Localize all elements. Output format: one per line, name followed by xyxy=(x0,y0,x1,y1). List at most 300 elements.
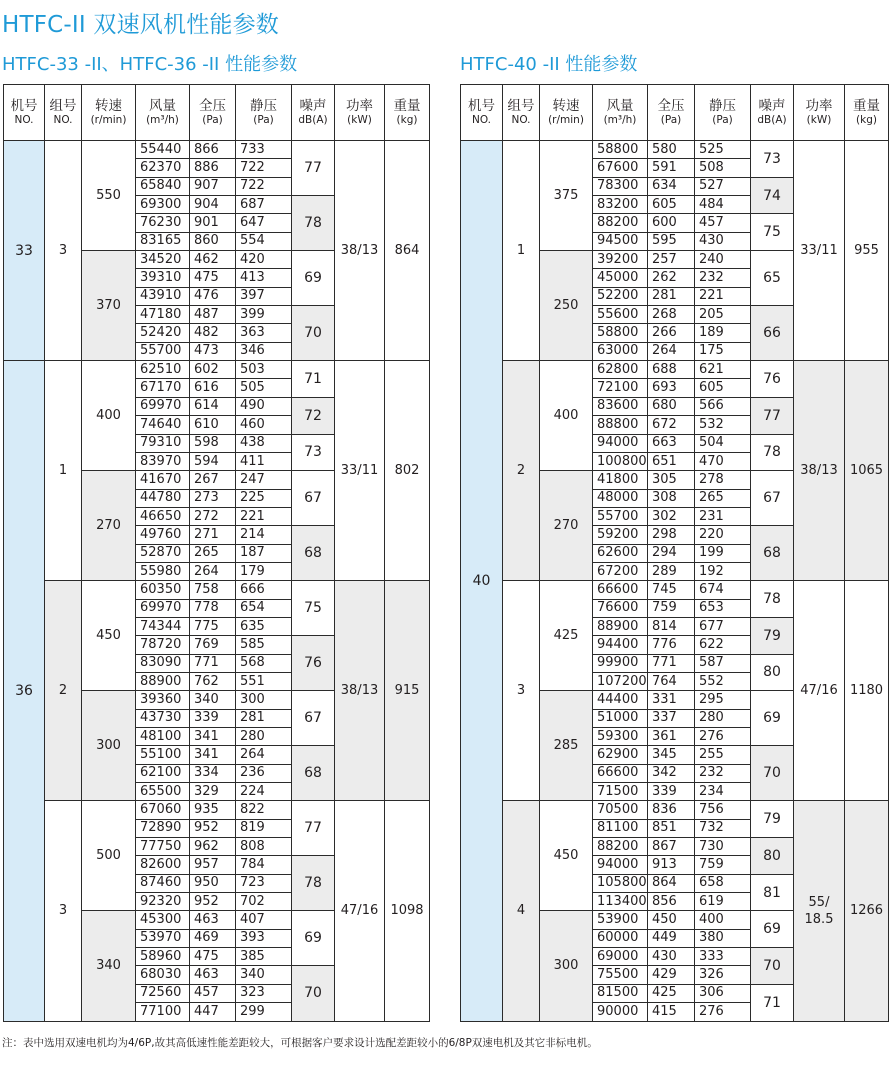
static-pressure-cell: 647 xyxy=(236,214,292,232)
airflow-cell: 82600 xyxy=(136,856,190,874)
total-pressure-cell: 337 xyxy=(648,709,695,727)
airflow-cell: 47180 xyxy=(136,306,190,324)
airflow-cell: 83200 xyxy=(593,196,648,214)
static-pressure-cell: 276 xyxy=(695,728,751,746)
weight-cell: 802 xyxy=(385,361,430,581)
static-pressure-cell: 635 xyxy=(236,617,292,635)
total-pressure-cell: 764 xyxy=(648,672,695,690)
total-pressure-cell: 473 xyxy=(190,342,236,360)
airflow-cell: 44400 xyxy=(593,691,648,709)
airflow-cell: 100800 xyxy=(593,452,648,470)
airflow-cell: 88800 xyxy=(593,416,648,434)
header-weight: 重量 (kg) xyxy=(385,85,430,141)
total-pressure-cell: 345 xyxy=(648,746,695,764)
static-pressure-cell: 280 xyxy=(236,728,292,746)
airflow-cell: 72560 xyxy=(136,984,190,1002)
static-pressure-cell: 192 xyxy=(695,562,751,580)
total-pressure-cell: 273 xyxy=(190,489,236,507)
power-cell: 47/16 xyxy=(794,581,845,801)
static-pressure-cell: 702 xyxy=(236,893,292,911)
total-pressure-cell: 600 xyxy=(648,214,695,232)
static-pressure-cell: 654 xyxy=(236,599,292,617)
speed-cell: 425 xyxy=(540,581,593,691)
total-pressure-cell: 264 xyxy=(648,342,695,360)
total-pressure-cell: 771 xyxy=(648,654,695,672)
table-row xyxy=(4,581,430,599)
static-pressure-cell: 276 xyxy=(695,1003,751,1021)
power-cell: 33/11 xyxy=(335,361,385,581)
static-pressure-cell: 552 xyxy=(695,672,751,690)
static-pressure-cell: 247 xyxy=(236,471,292,489)
static-pressure-cell: 554 xyxy=(236,232,292,250)
total-pressure-cell: 901 xyxy=(190,214,236,232)
static-pressure-cell: 622 xyxy=(695,636,751,654)
static-pressure-cell: 551 xyxy=(236,672,292,690)
airflow-cell: 72100 xyxy=(593,379,648,397)
static-pressure-cell: 605 xyxy=(695,379,751,397)
static-pressure-cell: 281 xyxy=(236,709,292,727)
total-pressure-cell: 836 xyxy=(648,801,695,819)
static-pressure-cell: 413 xyxy=(236,269,292,287)
total-pressure-cell: 867 xyxy=(648,838,695,856)
speed-cell: 300 xyxy=(540,911,593,1021)
total-pressure-cell: 952 xyxy=(190,819,236,837)
static-pressure-cell: 295 xyxy=(695,691,751,709)
static-pressure-cell: 508 xyxy=(695,159,751,177)
noise-cell: 71 xyxy=(292,361,335,398)
static-pressure-cell: 411 xyxy=(236,452,292,470)
total-pressure-cell: 339 xyxy=(190,709,236,727)
noise-cell: 70 xyxy=(292,966,335,1021)
group-no-cell: 2 xyxy=(503,361,540,581)
static-pressure-cell: 503 xyxy=(236,361,292,379)
airflow-cell: 107200 xyxy=(593,672,648,690)
airflow-cell: 34520 xyxy=(136,251,190,269)
total-pressure-cell: 294 xyxy=(648,544,695,562)
airflow-cell: 65840 xyxy=(136,177,190,195)
static-pressure-cell: 658 xyxy=(695,874,751,892)
header-noise: 噪声 dB(A) xyxy=(292,85,335,141)
airflow-cell: 44780 xyxy=(136,489,190,507)
total-pressure-cell: 864 xyxy=(648,874,695,892)
total-pressure-cell: 614 xyxy=(190,397,236,415)
total-pressure-cell: 262 xyxy=(648,269,695,287)
total-pressure-cell: 289 xyxy=(648,562,695,580)
group-no-cell: 2 xyxy=(45,581,82,801)
power-cell: 33/11 xyxy=(794,141,845,361)
total-pressure-cell: 759 xyxy=(648,599,695,617)
static-pressure-cell: 299 xyxy=(236,1003,292,1021)
weight-cell: 864 xyxy=(385,141,430,361)
airflow-cell: 79310 xyxy=(136,434,190,452)
total-pressure-cell: 298 xyxy=(648,526,695,544)
static-pressure-cell: 340 xyxy=(236,966,292,984)
left-table-title: HTFC-33 -II、HTFC-36 -II 性能参数 xyxy=(2,54,298,75)
airflow-cell: 53970 xyxy=(136,929,190,947)
static-pressure-cell: 808 xyxy=(236,838,292,856)
total-pressure-cell: 616 xyxy=(190,379,236,397)
total-pressure-cell: 268 xyxy=(648,306,695,324)
speed-cell: 375 xyxy=(540,141,593,251)
group-no-cell: 3 xyxy=(503,581,540,801)
static-pressure-cell: 457 xyxy=(695,214,751,232)
total-pressure-cell: 775 xyxy=(190,617,236,635)
total-pressure-cell: 334 xyxy=(190,764,236,782)
total-pressure-cell: 450 xyxy=(648,911,695,929)
airflow-cell: 66600 xyxy=(593,764,648,782)
airflow-cell: 83090 xyxy=(136,654,190,672)
noise-cell: 67 xyxy=(292,471,335,526)
static-pressure-cell: 232 xyxy=(695,764,751,782)
table-row xyxy=(4,361,430,379)
total-pressure-cell: 331 xyxy=(648,691,695,709)
total-pressure-cell: 264 xyxy=(190,562,236,580)
table-row xyxy=(461,141,889,159)
total-pressure-cell: 267 xyxy=(190,471,236,489)
airflow-cell: 94000 xyxy=(593,856,648,874)
static-pressure-cell: 240 xyxy=(695,251,751,269)
airflow-cell: 94500 xyxy=(593,232,648,250)
airflow-cell: 58800 xyxy=(593,141,648,159)
static-pressure-cell: 234 xyxy=(695,783,751,801)
total-pressure-cell: 866 xyxy=(190,141,236,159)
total-pressure-cell: 463 xyxy=(190,911,236,929)
total-pressure-cell: 680 xyxy=(648,397,695,415)
power-cell: 55/ 18.5 xyxy=(794,801,845,1021)
total-pressure-cell: 856 xyxy=(648,893,695,911)
noise-cell: 77 xyxy=(292,141,335,196)
airflow-cell: 67170 xyxy=(136,379,190,397)
airflow-cell: 58800 xyxy=(593,324,648,342)
airflow-cell: 105800 xyxy=(593,874,648,892)
airflow-cell: 43910 xyxy=(136,287,190,305)
group-no-cell: 3 xyxy=(45,141,82,361)
airflow-cell: 88200 xyxy=(593,838,648,856)
airflow-cell: 49760 xyxy=(136,526,190,544)
static-pressure-cell: 346 xyxy=(236,342,292,360)
static-pressure-cell: 822 xyxy=(236,801,292,819)
static-pressure-cell: 407 xyxy=(236,911,292,929)
airflow-cell: 94000 xyxy=(593,434,648,452)
airflow-cell: 62900 xyxy=(593,746,648,764)
machine-no-cell: 33 xyxy=(4,141,45,361)
airflow-cell: 99900 xyxy=(593,654,648,672)
airflow-cell: 55700 xyxy=(136,342,190,360)
total-pressure-cell: 693 xyxy=(648,379,695,397)
total-pressure-cell: 663 xyxy=(648,434,695,452)
airflow-cell: 59200 xyxy=(593,526,648,544)
static-pressure-cell: 484 xyxy=(695,196,751,214)
total-pressure-cell: 591 xyxy=(648,159,695,177)
static-pressure-cell: 687 xyxy=(236,196,292,214)
total-pressure-cell: 745 xyxy=(648,581,695,599)
speed-cell: 450 xyxy=(540,801,593,911)
noise-cell: 69 xyxy=(751,911,794,948)
static-pressure-cell: 532 xyxy=(695,416,751,434)
static-pressure-cell: 255 xyxy=(695,746,751,764)
machine-no-cell: 36 xyxy=(4,361,45,1021)
weight-cell: 1180 xyxy=(845,581,889,801)
speed-cell: 285 xyxy=(540,691,593,801)
noise-cell: 78 xyxy=(292,856,335,911)
airflow-cell: 62510 xyxy=(136,361,190,379)
static-pressure-cell: 723 xyxy=(236,874,292,892)
total-pressure-cell: 449 xyxy=(648,929,695,947)
speed-cell: 500 xyxy=(82,801,136,911)
total-pressure-cell: 814 xyxy=(648,617,695,635)
static-pressure-cell: 333 xyxy=(695,948,751,966)
airflow-cell: 72890 xyxy=(136,819,190,837)
weight-cell: 1266 xyxy=(845,801,889,1021)
airflow-cell: 83970 xyxy=(136,452,190,470)
airflow-cell: 74640 xyxy=(136,416,190,434)
speed-cell: 550 xyxy=(82,141,136,251)
static-pressure-cell: 420 xyxy=(236,251,292,269)
airflow-cell: 45300 xyxy=(136,911,190,929)
total-pressure-cell: 487 xyxy=(190,306,236,324)
airflow-cell: 48100 xyxy=(136,728,190,746)
airflow-cell: 113400 xyxy=(593,893,648,911)
static-pressure-cell: 187 xyxy=(236,544,292,562)
total-pressure-cell: 361 xyxy=(648,728,695,746)
airflow-cell: 62100 xyxy=(136,764,190,782)
airflow-cell: 55700 xyxy=(593,507,648,525)
airflow-cell: 69000 xyxy=(593,948,648,966)
total-pressure-cell: 935 xyxy=(190,801,236,819)
static-pressure-cell: 732 xyxy=(695,819,751,837)
noise-cell: 75 xyxy=(292,581,335,636)
noise-cell: 74 xyxy=(751,177,794,214)
header-machine-no: 机号 NO. xyxy=(4,85,45,141)
airflow-cell: 52420 xyxy=(136,324,190,342)
footnote: 注：表中选用双速电机均为4/6P,故其高低速性能差距较大，可根据客户要求设计选配差距较小的6/8P双速电机及其它非标电机。 xyxy=(2,1037,598,1049)
static-pressure-cell: 674 xyxy=(695,581,751,599)
airflow-cell: 58960 xyxy=(136,948,190,966)
weight-cell: 955 xyxy=(845,141,889,361)
airflow-cell: 62800 xyxy=(593,361,648,379)
airflow-cell: 39200 xyxy=(593,251,648,269)
static-pressure-cell: 759 xyxy=(695,856,751,874)
table-row xyxy=(4,801,430,819)
airflow-cell: 65500 xyxy=(136,783,190,801)
static-pressure-cell: 280 xyxy=(695,709,751,727)
airflow-cell: 55440 xyxy=(136,141,190,159)
airflow-cell: 67060 xyxy=(136,801,190,819)
airflow-cell: 76600 xyxy=(593,599,648,617)
noise-cell: 69 xyxy=(751,691,794,746)
static-pressure-cell: 400 xyxy=(695,911,751,929)
right-performance-table xyxy=(460,84,889,1022)
static-pressure-cell: 326 xyxy=(695,966,751,984)
total-pressure-cell: 580 xyxy=(648,141,695,159)
static-pressure-cell: 666 xyxy=(236,581,292,599)
airflow-cell: 88200 xyxy=(593,214,648,232)
airflow-cell: 55980 xyxy=(136,562,190,580)
noise-cell: 73 xyxy=(292,434,335,471)
static-pressure-cell: 430 xyxy=(695,232,751,250)
airflow-cell: 88900 xyxy=(136,672,190,690)
airflow-cell: 53900 xyxy=(593,911,648,929)
total-pressure-cell: 308 xyxy=(648,489,695,507)
static-pressure-cell: 214 xyxy=(236,526,292,544)
total-pressure-cell: 271 xyxy=(190,526,236,544)
total-pressure-cell: 425 xyxy=(648,984,695,1002)
page-title: HTFC-II 双速风机性能参数 xyxy=(2,12,280,38)
static-pressure-cell: 278 xyxy=(695,471,751,489)
total-pressure-cell: 651 xyxy=(648,452,695,470)
airflow-cell: 83165 xyxy=(136,232,190,250)
airflow-cell: 90000 xyxy=(593,1003,648,1021)
airflow-cell: 78300 xyxy=(593,177,648,195)
static-pressure-cell: 175 xyxy=(695,342,751,360)
total-pressure-cell: 688 xyxy=(648,361,695,379)
static-pressure-cell: 199 xyxy=(695,544,751,562)
header-group-no: 组号 NO. xyxy=(503,85,540,141)
header-total-pressure: 全压 (Pa) xyxy=(190,85,236,141)
noise-cell: 65 xyxy=(751,251,794,306)
airflow-cell: 51000 xyxy=(593,709,648,727)
left-table-body xyxy=(4,141,430,1022)
header-airflow: 风量 (m³/h) xyxy=(136,85,190,141)
group-no-cell: 4 xyxy=(503,801,540,1021)
total-pressure-cell: 302 xyxy=(648,507,695,525)
noise-cell: 70 xyxy=(292,306,335,361)
total-pressure-cell: 962 xyxy=(190,838,236,856)
airflow-cell: 67600 xyxy=(593,159,648,177)
static-pressure-cell: 438 xyxy=(236,434,292,452)
speed-cell: 400 xyxy=(540,361,593,471)
total-pressure-cell: 281 xyxy=(648,287,695,305)
total-pressure-cell: 952 xyxy=(190,893,236,911)
weight-cell: 915 xyxy=(385,581,430,801)
total-pressure-cell: 776 xyxy=(648,636,695,654)
airflow-cell: 41670 xyxy=(136,471,190,489)
total-pressure-cell: 462 xyxy=(190,251,236,269)
table-row xyxy=(461,801,889,819)
group-no-cell: 3 xyxy=(45,801,82,1021)
header-power: 功率 (kW) xyxy=(794,85,845,141)
power-cell: 38/13 xyxy=(335,141,385,361)
noise-cell: 76 xyxy=(292,636,335,691)
total-pressure-cell: 778 xyxy=(190,599,236,617)
noise-cell: 67 xyxy=(751,471,794,526)
total-pressure-cell: 341 xyxy=(190,746,236,764)
airflow-cell: 67200 xyxy=(593,562,648,580)
noise-cell: 68 xyxy=(292,526,335,581)
airflow-cell: 77100 xyxy=(136,1003,190,1021)
noise-cell: 78 xyxy=(751,581,794,618)
static-pressure-cell: 224 xyxy=(236,783,292,801)
airflow-cell: 88900 xyxy=(593,617,648,635)
noise-cell: 80 xyxy=(751,654,794,691)
static-pressure-cell: 225 xyxy=(236,489,292,507)
total-pressure-cell: 339 xyxy=(648,783,695,801)
total-pressure-cell: 598 xyxy=(190,434,236,452)
noise-cell: 68 xyxy=(751,526,794,581)
total-pressure-cell: 594 xyxy=(190,452,236,470)
static-pressure-cell: 179 xyxy=(236,562,292,580)
airflow-cell: 81500 xyxy=(593,984,648,1002)
airflow-cell: 63000 xyxy=(593,342,648,360)
total-pressure-cell: 634 xyxy=(648,177,695,195)
total-pressure-cell: 340 xyxy=(190,691,236,709)
table-row xyxy=(4,141,430,159)
noise-cell: 79 xyxy=(751,801,794,838)
airflow-cell: 69970 xyxy=(136,397,190,415)
static-pressure-cell: 587 xyxy=(695,654,751,672)
total-pressure-cell: 860 xyxy=(190,232,236,250)
airflow-cell: 68030 xyxy=(136,966,190,984)
airflow-cell: 39360 xyxy=(136,691,190,709)
noise-cell: 79 xyxy=(751,617,794,654)
static-pressure-cell: 385 xyxy=(236,948,292,966)
power-cell: 38/13 xyxy=(335,581,385,801)
airflow-cell: 55600 xyxy=(593,306,648,324)
weight-cell: 1065 xyxy=(845,361,889,581)
total-pressure-cell: 415 xyxy=(648,1003,695,1021)
static-pressure-cell: 300 xyxy=(236,691,292,709)
airflow-cell: 69300 xyxy=(136,196,190,214)
static-pressure-cell: 733 xyxy=(236,141,292,159)
noise-cell: 78 xyxy=(751,434,794,471)
static-pressure-cell: 527 xyxy=(695,177,751,195)
total-pressure-cell: 610 xyxy=(190,416,236,434)
airflow-cell: 43730 xyxy=(136,709,190,727)
header-weight: 重量 (kg) xyxy=(845,85,889,141)
total-pressure-cell: 769 xyxy=(190,636,236,654)
noise-cell: 72 xyxy=(292,397,335,434)
static-pressure-cell: 621 xyxy=(695,361,751,379)
static-pressure-cell: 505 xyxy=(236,379,292,397)
airflow-cell: 60000 xyxy=(593,929,648,947)
total-pressure-cell: 758 xyxy=(190,581,236,599)
header-noise: 噪声 dB(A) xyxy=(751,85,794,141)
noise-cell: 81 xyxy=(751,874,794,911)
static-pressure-cell: 568 xyxy=(236,654,292,672)
power-cell: 47/16 xyxy=(335,801,385,1021)
airflow-cell: 52870 xyxy=(136,544,190,562)
airflow-cell: 62600 xyxy=(593,544,648,562)
speed-cell: 340 xyxy=(82,911,136,1021)
total-pressure-cell: 482 xyxy=(190,324,236,342)
static-pressure-cell: 220 xyxy=(695,526,751,544)
total-pressure-cell: 329 xyxy=(190,783,236,801)
total-pressure-cell: 272 xyxy=(190,507,236,525)
static-pressure-cell: 264 xyxy=(236,746,292,764)
total-pressure-cell: 341 xyxy=(190,728,236,746)
airflow-cell: 75500 xyxy=(593,966,648,984)
static-pressure-cell: 730 xyxy=(695,838,751,856)
airflow-cell: 52200 xyxy=(593,287,648,305)
header-speed: 转速 (r/min) xyxy=(540,85,593,141)
static-pressure-cell: 756 xyxy=(695,801,751,819)
total-pressure-cell: 463 xyxy=(190,966,236,984)
static-pressure-cell: 393 xyxy=(236,929,292,947)
airflow-cell: 71500 xyxy=(593,783,648,801)
noise-cell: 78 xyxy=(292,196,335,251)
static-pressure-cell: 189 xyxy=(695,324,751,342)
total-pressure-cell: 950 xyxy=(190,874,236,892)
total-pressure-cell: 475 xyxy=(190,269,236,287)
group-no-cell: 1 xyxy=(45,361,82,581)
static-pressure-cell: 460 xyxy=(236,416,292,434)
noise-cell: 68 xyxy=(292,746,335,801)
static-pressure-cell: 722 xyxy=(236,159,292,177)
total-pressure-cell: 342 xyxy=(648,764,695,782)
static-pressure-cell: 525 xyxy=(695,141,751,159)
noise-cell: 76 xyxy=(751,361,794,398)
airflow-cell: 45000 xyxy=(593,269,648,287)
